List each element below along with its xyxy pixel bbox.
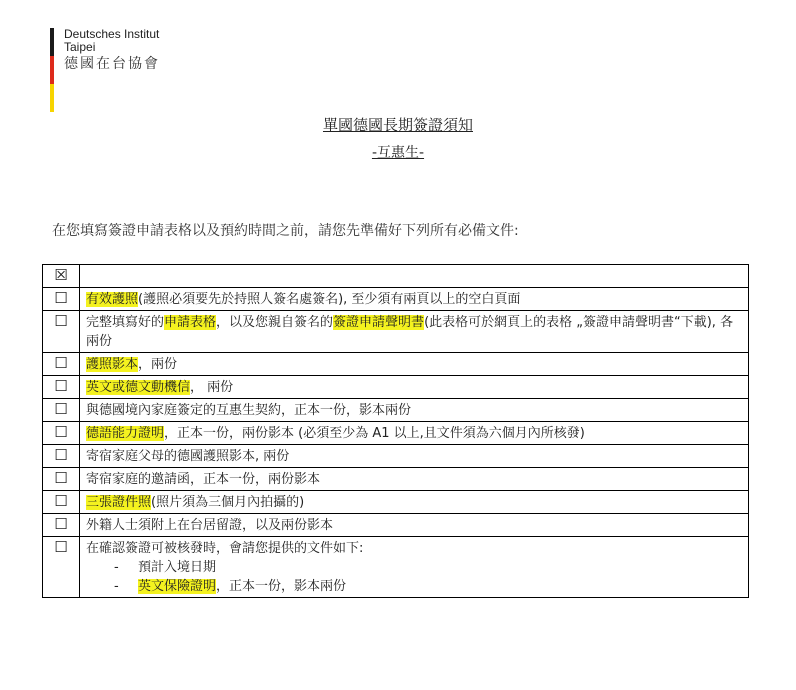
sub-item-text: ，正本一份，影本兩份 <box>216 579 347 594</box>
checklist-item-text <box>80 422 749 445</box>
bullet-dash: - <box>114 560 119 575</box>
item-text: 與德國境內家庭簽定的互惠生契約，正本一份，影本兩份 <box>86 403 412 418</box>
checklist-item-text <box>80 311 749 353</box>
checkbox-icon[interactable]: ☐ <box>43 353 80 376</box>
document-title: 單國德國長期簽證須知 <box>322 116 473 134</box>
checklist-header-row <box>43 265 749 288</box>
header-cell <box>80 265 749 288</box>
checklist-item-text <box>80 288 749 311</box>
logo-line-2: Taipei <box>64 40 96 54</box>
sub-item-insurance <box>86 577 742 596</box>
checklist-row <box>43 353 749 376</box>
item-text: ， 兩份 <box>190 380 234 395</box>
highlighted-text: 英文保險證明 <box>138 579 217 594</box>
highlighted-text: 三張證件照 <box>86 495 152 510</box>
checklist-item-text <box>80 353 749 376</box>
highlighted-text: 護照影本 <box>86 357 139 372</box>
checkbox-icon[interactable]: ☐ <box>43 311 80 353</box>
checklist-row <box>43 514 749 537</box>
item-text: (護照必須要先於持照人簽名處簽名), 至少須有兩頁以上的空白頁面 <box>138 292 521 307</box>
checklist-item-text <box>80 468 749 491</box>
checklist-row <box>43 422 749 445</box>
item-text: (此表格可於網頁上的表格 „簽證申請聲明書“下載), 各兩份 <box>86 315 734 349</box>
checklist-row <box>43 288 749 311</box>
checked-box-icon[interactable]: ☒ <box>43 265 80 288</box>
bullet-dash: - <box>114 579 119 594</box>
checklist-row <box>43 468 749 491</box>
checklist-row <box>43 311 749 353</box>
highlighted-text: 英文或德文動機信 <box>86 380 191 395</box>
sub-item-entry-date <box>86 558 742 577</box>
item-text: 外籍人士須附上在台居留證，以及兩份影本 <box>86 518 334 533</box>
checklist-row <box>43 491 749 514</box>
checkbox-icon[interactable]: ☐ <box>43 514 80 537</box>
checkbox-icon[interactable]: ☐ <box>43 468 80 491</box>
highlighted-text: 申請表格 <box>164 315 217 330</box>
highlighted-text: 德語能力證明 <box>86 426 165 441</box>
checklist-item-text <box>80 399 749 422</box>
checkbox-icon[interactable]: ☐ <box>43 376 80 399</box>
item-text: ，兩份 <box>138 357 178 372</box>
item-text: ，正本一份，兩份影本 (必須至少為 A1 以上,且文件須為六個月內所核發) <box>164 426 585 441</box>
highlighted-text: 有效護照 <box>86 292 139 307</box>
checklist-row-upon-approval <box>43 537 749 598</box>
logo-line-3: 德國在台協會 <box>64 55 160 71</box>
checkbox-icon[interactable]: ☐ <box>43 491 80 514</box>
item-text: 寄宿家庭父母的德國護照影本, 兩份 <box>86 449 290 464</box>
checkbox-icon[interactable]: ☐ <box>43 399 80 422</box>
checklist-item-text <box>80 491 749 514</box>
checklist-item-text <box>80 514 749 537</box>
checkbox-icon[interactable]: ☐ <box>43 422 80 445</box>
checklist-row <box>43 376 749 399</box>
logo-bar-gold <box>50 84 54 112</box>
checkbox-icon[interactable]: ☐ <box>43 537 80 598</box>
item-text: ，以及您親自簽名的 <box>216 315 334 330</box>
institute-logo <box>64 28 160 70</box>
sub-item-text: 預計入境日期 <box>138 560 217 575</box>
highlighted-text: 簽證申請聲明書 <box>333 315 425 330</box>
checkbox-icon[interactable]: ☐ <box>43 288 80 311</box>
logo-color-bar <box>50 28 54 112</box>
item-text: 寄宿家庭的邀請函，正本一份，兩份影本 <box>86 472 321 487</box>
logo-line-1: Deutsches Institut <box>64 27 160 41</box>
checklist-item-text <box>80 376 749 399</box>
item-text: 完整填寫好的 <box>86 315 165 330</box>
checklist-row <box>43 399 749 422</box>
logo-bar-black <box>50 28 54 56</box>
intro-text: 在您填寫簽證申請表格以及預約時間之前，請您先準備好下列所有必備文件: <box>52 223 519 239</box>
logo-bar-red <box>50 56 54 84</box>
document-subtitle: -互惠生- <box>371 145 425 161</box>
approval-intro-text: 在確認簽證可被核發時，會請您提供的文件如下: <box>86 541 364 556</box>
item-text: (照片須為三個月內拍攝的) <box>151 495 305 510</box>
checklist-row <box>43 445 749 468</box>
checkbox-icon[interactable]: ☐ <box>43 445 80 468</box>
checklist-item-text <box>80 445 749 468</box>
checklist-item-text <box>80 537 749 598</box>
checklist-table <box>42 264 749 598</box>
